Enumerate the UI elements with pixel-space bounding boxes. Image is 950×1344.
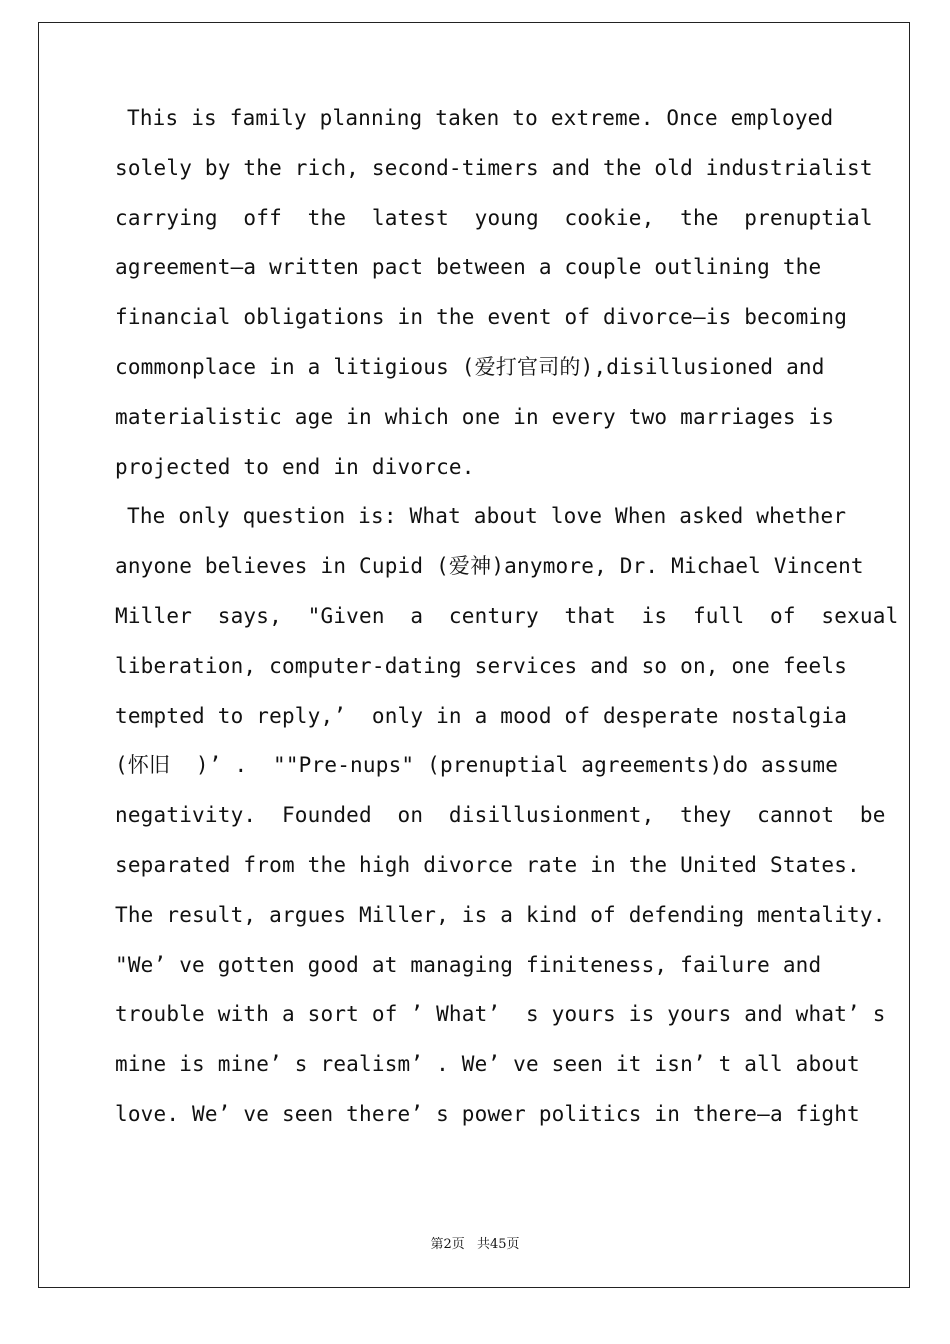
text-line: materialistic age in which one in every two marriages is bbox=[115, 404, 835, 429]
text-line: negativity. Founded on disillusionment, they cannot be bbox=[115, 803, 886, 828]
text-line: projected to end in divorce. bbox=[115, 454, 475, 479]
text-line: mine is mine’ s realism’ . We’ ve seen it isn’ t all about bbox=[115, 1052, 860, 1077]
text-line: liberation, computer-dating services and so on, one feels bbox=[115, 653, 848, 678]
text-line: separated from the high divorce rate in the United States. bbox=[115, 852, 860, 877]
text-line: anyone believes in Cupid (爱神)anymore, Dr. Michael Vincent bbox=[115, 554, 864, 579]
text-line: The only question is: What about love When asked whether bbox=[127, 504, 847, 529]
text-line: (怀旧 )’ . ""Pre-nups" (prenuptial agreements)do assume bbox=[115, 753, 839, 778]
text-line: This is family planning taken to extreme. Once employed bbox=[127, 106, 834, 130]
body-text bbox=[115, 94, 899, 1140]
text-line: financial obligations in the event of divorce—is becoming bbox=[115, 305, 848, 330]
text-line: Miller says, "Given a century that is full of sexual bbox=[115, 603, 899, 628]
text-line: love. We’ ve seen there’ s power politics in there—a fight bbox=[115, 1101, 860, 1126]
page-number: 第2页 bbox=[430, 1237, 465, 1252]
text-line: agreement—a written pact between a couple outlining the bbox=[115, 255, 822, 280]
page-total: 共45页 bbox=[476, 1237, 520, 1252]
text-line: commonplace in a litigious (爱打官司的),disillusioned and bbox=[115, 354, 825, 379]
text-line: The result, argues Miller, is a kind of defending mentality. bbox=[115, 902, 886, 927]
text-line: "We’ ve gotten good at managing finiteness, failure and bbox=[115, 952, 822, 977]
text-line: solely by the rich, second-timers and the old industrialist bbox=[115, 155, 873, 180]
text-line: carrying off the latest young cookie, the prenuptial bbox=[115, 205, 873, 230]
text-line: tempted to reply,’ only in a mood of desperate nostalgia bbox=[115, 703, 848, 728]
page-footer bbox=[0, 1233, 950, 1252]
text-line: trouble with a sort of ’ What’ s yours is yours and what’ s bbox=[115, 1002, 886, 1027]
